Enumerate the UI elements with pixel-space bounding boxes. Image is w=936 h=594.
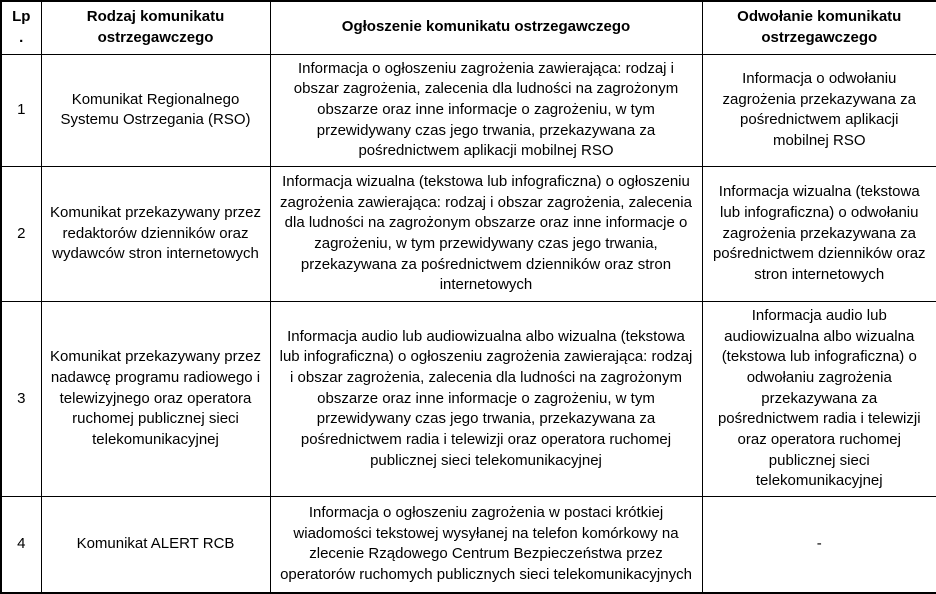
cell-odwolanie: Informacja o odwołaniu zagrożenia przekazywana za pośrednictwem aplikacji mobilnej RSO: [702, 54, 936, 166]
table-row: [1, 497, 936, 593]
header-rodzaj: Rodzaj komunikatu ostrzegawczego: [41, 1, 270, 54]
cell-ogloszenie: Informacja wizualna (tekstowa lub infograficzna) o ogłoszeniu zagrożenia zawierająca: rodzaj i obszar zagrożenia, zalecenia dla ludności na zagrożonym obszarze oraz inne informacje o zagrożeniu, w tym przewidywany czas jego trwania, przekazywana za pośrednictwem dzienników oraz stron internetowych: [270, 166, 702, 301]
row-number: 1: [1, 54, 41, 166]
cell-odwolanie: -: [702, 497, 936, 593]
cell-ogloszenie: Informacja audio lub audiowizualna albo wizualna (tekstowa lub infograficzna) o ogłoszeniu zagrożenia zawierająca: rodzaj i obszar zagrożenia, zalecenia dla ludności na zagrożonym obszarze oraz inne informacje o zagrożeniu, w tym przewidywany czas jego trwania, przekazywana za pośrednictwem radia i telewizji oraz operatora ruchomej publicznej sieci telekomunikacyjnej: [270, 301, 702, 496]
cell-rodzaj: Komunikat Regionalnego Systemu Ostrzegania (RSO): [41, 54, 270, 166]
header-ogloszenie: Ogłoszenie komunikatu ostrzegawczego: [270, 1, 702, 54]
header-lp: Lp.: [1, 1, 41, 54]
row-number: 3: [1, 301, 41, 496]
table-row: [1, 166, 936, 301]
cell-rodzaj: Komunikat ALERT RCB: [41, 497, 270, 593]
table-row: [1, 54, 936, 166]
row-number: 2: [1, 166, 41, 301]
row-number: 4: [1, 497, 41, 593]
cell-odwolanie: Informacja audio lub audiowizualna albo wizualna (tekstowa lub infograficzna) o odwołaniu zagrożenia przekazywana za pośrednictwem radia i telewizji oraz operatora ruchomej publicznej sieci telekomunikacyjnej: [702, 301, 936, 496]
table-header-row: [1, 1, 936, 54]
table-row: [1, 301, 936, 496]
cell-rodzaj: Komunikat przekazywany przez nadawcę programu radiowego i telewizyjnego oraz operatora ruchomej publicznej sieci telekomunikacyjnej: [41, 301, 270, 496]
cell-rodzaj: Komunikat przekazywany przez redaktorów dzienników oraz wydawców stron internetowych: [41, 166, 270, 301]
cell-ogloszenie: Informacja o ogłoszeniu zagrożenia w postaci krótkiej wiadomości tekstowej wysyłanej na telefon komórkowy na zlecenie Rządowego Centrum Bezpieczeństwa przez operatorów ruchomych publicznych sieci telekomunikacyjnych: [270, 497, 702, 593]
header-odwolanie: Odwołanie komunikatu ostrzegawczego: [702, 1, 936, 54]
cell-ogloszenie: Informacja o ogłoszeniu zagrożenia zawierająca: rodzaj i obszar zagrożenia, zalecenia dla ludności na zagrożonym obszarze oraz inne informacje o zagrożeniu, w tym przewidywany czas jego trwania, przekazywana za pośrednictwem aplikacji mobilnej RSO: [270, 54, 702, 166]
cell-odwolanie: Informacja wizualna (tekstowa lub infograficzna) o odwołaniu zagrożenia przekazywana za pośrednictwem dzienników oraz stron internetowych: [702, 166, 936, 301]
